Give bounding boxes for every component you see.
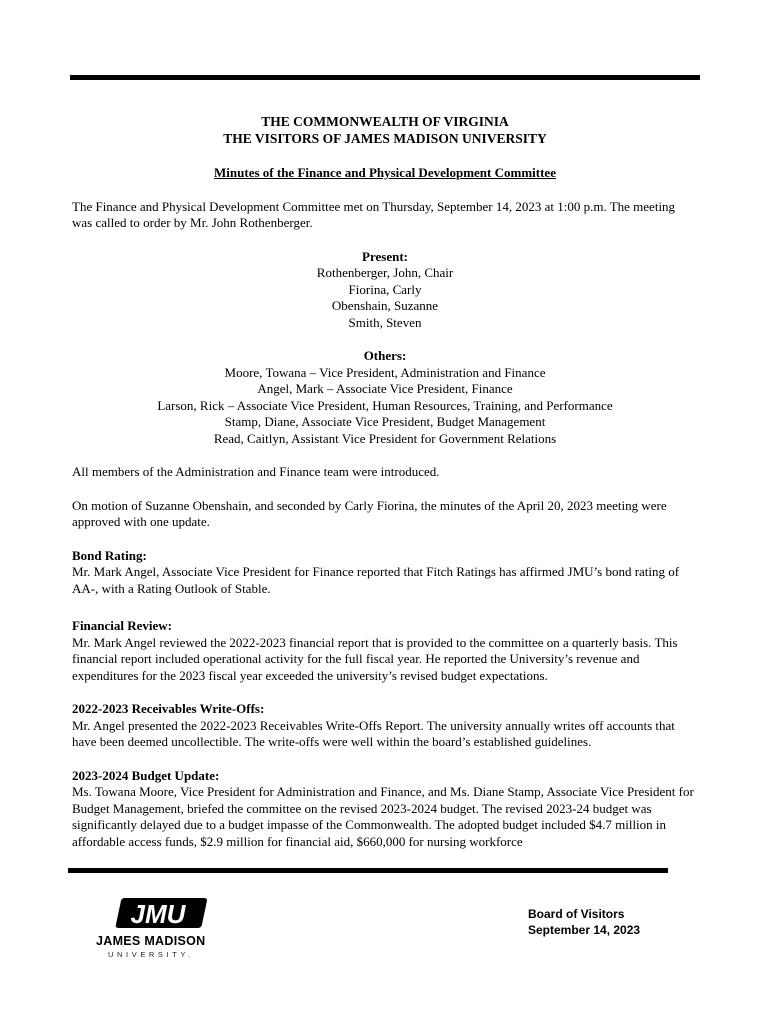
intro-paragraph: The Finance and Physical Development Committee met on Thursday, September 14, 2023 at 1:00 p.m. The meeting was called to order by Mr. John Rothenberger. xyxy=(72,198,676,230)
present-name: Rothenberger, John, Chair xyxy=(316,265,454,280)
present-list xyxy=(72,249,698,332)
section-heading: Financial Review: xyxy=(72,618,173,633)
section-body: Mr. Mark Angel reviewed the 2022-2023 financial report that is provided to the committee on a quarterly basis. This financial report included operational activity for the full fiscal year. He reported the University’s revenue and expenditures for the 2023 fiscal year exceeded the university’s revised budget expectations. xyxy=(72,634,678,683)
section-body: Mr. Mark Angel, Associate Vice President for Finance reported that Fitch Ratings has affirmed JMU’s bond rating of AA-, with a Rating Outlook of Stable. xyxy=(72,564,680,596)
present-name: Fiorina, Carly xyxy=(348,281,422,297)
section-body: Mr. Angel presented the 2022-2023 Receivables Write-Offs Report. The university annually writes off accounts that have been deemed uncollectible. The write-offs were well within the board’s established guidelines. xyxy=(72,717,675,749)
footer-label xyxy=(528,906,640,938)
logo-sub: UNIVERSITY. xyxy=(108,950,194,959)
title-line-2: THE VISITORS OF JAMES MADISON UNIVERSITY xyxy=(223,131,547,146)
section-body: Ms. Towana Moore, Vice President for Administration and Finance, and Ms. Diane Stamp, Associate Vice President for Budget Management, briefed the committee on the revised 2023-2024 budget. The revised 2023-24 budget was significantly delayed due to a budget impasse of the Commonwealth. The adopted budget included $4.7 million in affordable access funds, $2.9 million for financial aid, $660,000 for nursing workforce xyxy=(72,784,694,849)
section-financial-review xyxy=(72,618,698,684)
section-heading: Bond Rating: xyxy=(72,547,147,563)
logo-mark-text: JMU xyxy=(130,899,186,929)
present-heading: Present: xyxy=(362,248,408,264)
others-name: Stamp, Diane, Associate Vice President, Budget Management xyxy=(224,414,546,429)
others-name: Read, Caitlyn, Assistant Vice President for Government Relations xyxy=(213,430,557,446)
others-heading: Others: xyxy=(363,348,407,363)
bottom-rule xyxy=(68,868,668,873)
section-bond-rating xyxy=(72,548,698,598)
introduced-paragraph: All members of the Administration and Finance team were introduced. xyxy=(72,464,440,479)
section-receivables xyxy=(72,701,698,751)
section-budget-update xyxy=(72,768,698,851)
top-rule xyxy=(70,75,700,80)
others-name: Angel, Mark – Associate Vice President, Finance xyxy=(257,381,513,396)
document-title xyxy=(72,113,698,147)
footer-date: September 14, 2023 xyxy=(528,923,641,937)
present-name: Smith, Steven xyxy=(348,314,422,330)
section-heading: 2023-2024 Budget Update: xyxy=(72,767,220,783)
section-heading: 2022-2023 Receivables Write-Offs: xyxy=(72,701,265,716)
footer-board: Board of Visitors xyxy=(528,907,625,921)
others-name: Moore, Towana – Vice President, Administration and Finance xyxy=(224,364,546,380)
title-line-1: THE COMMONWEALTH OF VIRGINIA xyxy=(261,114,509,129)
others-name: Larson, Rick – Associate Vice President, Human Resources, Training, and Performance xyxy=(157,397,613,413)
logo-name: JAMES MADISON xyxy=(96,934,206,948)
present-name: Obenshain, Suzanne xyxy=(331,298,439,313)
motion-paragraph: On motion of Suzanne Obenshain, and seconded by Carly Fiorina, the minutes of the April 20, 2023 meeting were approved with one update. xyxy=(72,497,667,529)
minutes-document xyxy=(72,113,698,850)
document-subtitle: Minutes of the Finance and Physical Development Committee xyxy=(214,165,556,180)
others-list xyxy=(72,348,698,447)
